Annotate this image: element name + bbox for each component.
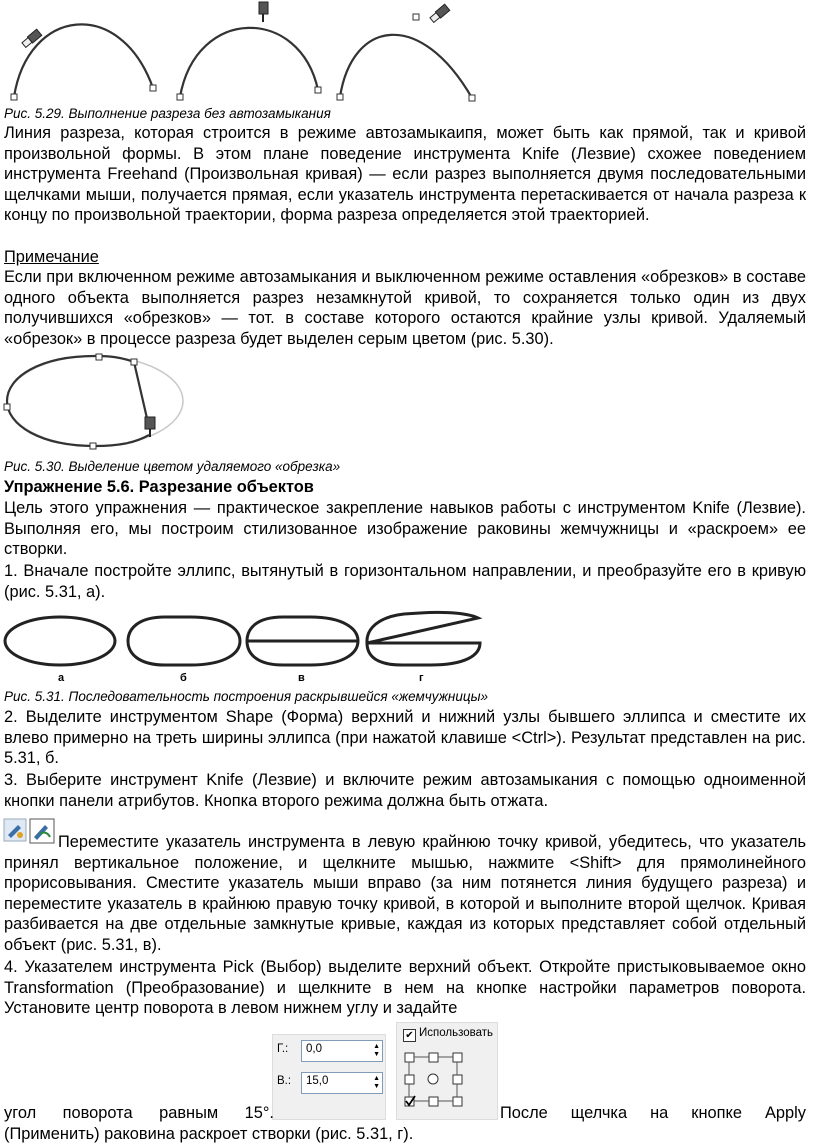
paragraph-knife-behaviour: Линия разреза, которая строится в режиме автозамыкаипя, может быть как прямой, так и кривой произвольной формы. В этом плане поведение инструмента Knife (Лезвие) схожее поведением инструмента Freehand (Произвольная кривая) — если разрез выполняется двумя последовательными щелчками мыши, получается прямая, если указатель инструмента перетаскивается от начала разреза к концу по произвольной траектории, форма разреза определяется этой траекторией. [4,124,806,225]
fig531-label-a: а [58,672,65,684]
exercise-title: Упражнение 5.6. Разрезание объектов [4,478,314,496]
fig531-bottom-g [367,643,480,665]
step-3-continued: Переместите указатель инструмента в левую крайнюю точку кривой, убедитесь, что указатель принял вертикальное положение, и щелкните мышью, нажмите <Shift> для прямолинейного прорисовывания. Сместите указатель мыши вправо (за ним потянется линия будущего разреза) и переместите указатель в крайнюю правую точку кривой, в которой и выполните второй щелчок. Кривая разбивается на две отдельные замкнутые кривые, каждая из которых представляет собой отдельный объект (рис. 5.31, в). [4,833,806,954]
exercise-intro: Цель этого упражнения — практическое закрепление навыков работы с инструментом Knife (Лезвие). Выполняя его, мы построим стилизованное изображение раковины жемчужницы и «раскроем» ее створки. [4,499,806,559]
fig530-node [90,443,96,449]
fig531-ellipse-a [5,617,115,665]
fig531-label-d: г [419,672,424,684]
fig529-curve-c [340,35,472,98]
step-4: 4. Указателем инструмента Pick (Выбор) выделите верхний объект. Откройте пристыковываемое окно Transformation (Преобразование) и щелкните в нем на кнопке настройки параметров поворота. Установите центр поворота в левом нижнем углу и задайте [4,958,806,1018]
fig529-node [315,87,321,93]
fig531-top-g [367,612,478,643]
spin-up-icon[interactable]: ▲ [373,1075,380,1082]
fig530-remaining-curve [7,356,149,446]
exercise-step-1: 1. Вначале постройте эллипс, вытянутый в горизонтальном направлении, и преобразуйте его в кривую (рис. 5.31, а). [4,562,806,601]
figure-5-29 [0,0,500,105]
note-title: Примечание [4,248,99,266]
anchor-bottom-center[interactable] [429,1097,438,1106]
angle-label: Г.: [277,1043,289,1055]
knife-icon [429,4,449,23]
transformation-widget [272,1022,496,1118]
fig529-node [11,94,17,100]
rotate-field[interactable] [301,1072,383,1094]
fig530-removed-part [7,356,183,446]
angle-field[interactable] [301,1040,383,1062]
fig530-caption: Рис. 5.30. Выделение цветом удаляемого «обрезка» [4,459,341,474]
spin-down-icon[interactable]: ▼ [373,1051,380,1058]
angle-value: 0,0 [306,1043,322,1055]
fig529-node [337,94,343,100]
anchor-center[interactable] [428,1074,438,1084]
fig530-node [4,404,10,410]
rotate-label: В.: [277,1075,292,1087]
anchor-bottom-right[interactable] [453,1097,462,1106]
fig531-caption: Рис. 5.31. Последовательность построения раскрывшейся «жемчужницы» [4,689,489,704]
fig531-label-c: в [298,672,305,684]
use-checkbox[interactable]: ✔ [403,1029,416,1042]
step-4-last-line: (Применить) раковина раскроет створки (рис. 5.31, г). [4,1125,414,1143]
fig529-node [413,14,419,20]
fig531-shape-b [128,617,240,665]
fig530-node [96,354,102,360]
anchor-top-right[interactable] [453,1053,462,1062]
position-fields-panel [272,1034,386,1120]
anchor-middle-right[interactable] [453,1075,462,1084]
anchor-top-left[interactable] [405,1053,414,1062]
spin-up-icon[interactable]: ▲ [373,1043,380,1050]
fig531-label-b: б [180,672,187,684]
anchor-grid[interactable] [403,1047,483,1117]
step-4-angle: угол поворота равным 15°. [4,1104,274,1122]
figure-5-31 [0,613,520,683]
knife-icon [259,2,268,22]
use-label: Использовать [419,1027,494,1039]
note-text: Если при включенном режиме автозамыкания и выключенном режиме оставления «обрезков» в составе одного объекта выполняется разрез незамкнутой кривой, то сохраняется только один из двух получившихся «обрезков» — тот. в составе которого остаются крайние узлы кривой. Удаляемый «обрезок» в процессе разреза будет выделен серым цветом (рис. 5.30). [4,268,806,348]
fig529-curve-b [180,28,318,97]
step-3: 3. Выберите инструмент Knife (Лезвие) и включите режим автозамыкания с помощью одноименной кнопки панели атрибутов. Кнопка второго режима должна быть отжата. [4,771,806,810]
step-4-apply: После щелчка на кнопке Apply [500,1104,806,1122]
anchor-panel [396,1022,498,1120]
fig529-node [177,94,183,100]
fig530-node [131,359,137,365]
fig529-caption: Рис. 5.29. Выполнение разреза без автозамыкания [4,106,331,121]
anchor-middle-left[interactable] [405,1075,414,1084]
figure-5-30 [0,355,200,455]
fig529-node [469,95,475,101]
spin-down-icon[interactable]: ▼ [373,1083,380,1090]
anchor-top-center[interactable] [429,1053,438,1062]
fig529-node [150,85,156,91]
knife-icon [21,29,41,48]
step-2: 2. Выделите инструментом Shape (Форма) верхний и нижний узлы бывшего эллипса и сместите их влево примерно на треть ширины эллипса (при нажатой клавише <Ctrl>). Результат представлен на рис. 5.31, б. [4,708,806,768]
rotate-value: 15,0 [306,1075,329,1087]
